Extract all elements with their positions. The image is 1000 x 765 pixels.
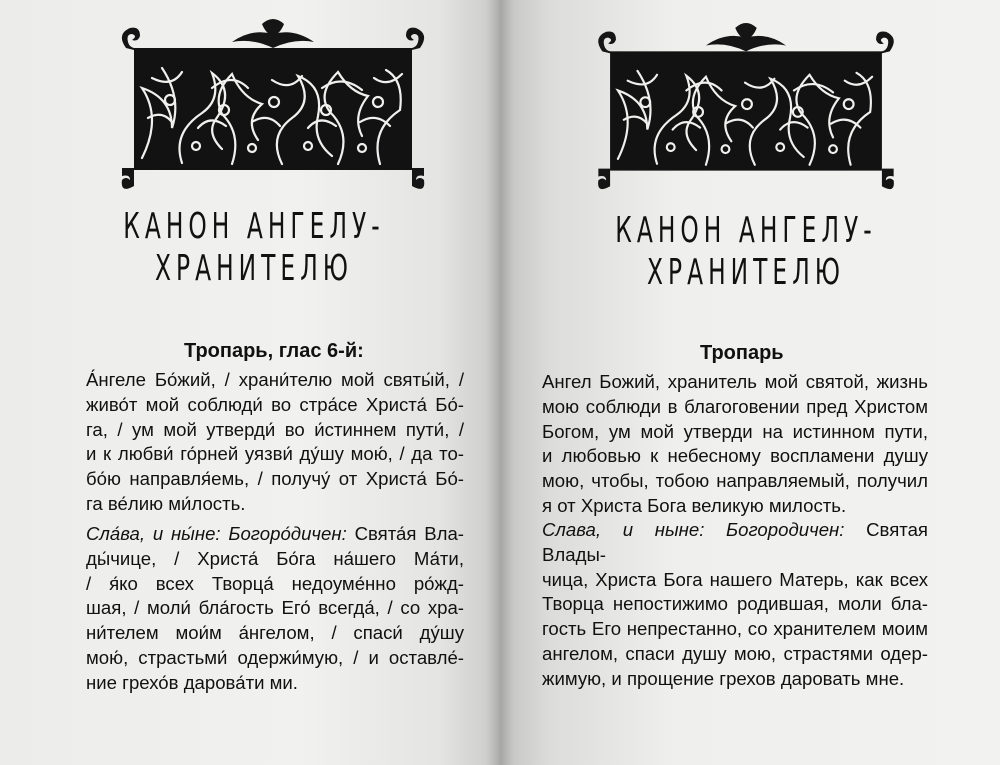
troparion-line: и любовью к небесному воспламени душу: [542, 445, 928, 467]
ornamental-headpiece-icon: [112, 18, 434, 198]
troparion-line: и к любви́ го́рней уязви́ ду́шу мою́, / да то-: [86, 443, 464, 465]
canon-title-line2: ХРАНИТЕЛЮ: [154, 248, 353, 289]
theotokion-line: ни́телем мои́м а́нгелом, / спаси́ ду́шу: [86, 622, 464, 644]
troparion-text: [86, 368, 464, 517]
theotokion-first: Святая Влады-: [542, 519, 928, 565]
theotokion-line: чица, Христа Бога нашего Матерь, как всех: [542, 568, 928, 590]
troparion-line: га, / ум мой утверди́ во и́стиннем пути́, /: [86, 418, 464, 440]
troparion-line: бо́ю направля́емь, / получу́ от Христа́ Бо́-: [86, 468, 464, 490]
ornamental-headpiece-icon: [588, 22, 904, 198]
theotokion-label: Слава, и ныне: Богородичен:: [542, 519, 845, 540]
troparion-line: мою, чтобы, тобою направляемый, получил: [542, 470, 928, 492]
troparion-text: [542, 370, 928, 519]
theotokion-line: Творца непостижимо родившая, моли бла-: [542, 593, 928, 615]
troparion-line: мою соблюди в благоговении пред Христом: [542, 395, 928, 417]
troparion-line: А́нгеле Бо́жий, / храни́телю мой святы́й, /: [86, 369, 464, 390]
canon-title-line1: КАНОН АНГЕЛУ-: [123, 206, 385, 247]
theotokion-line: / я́ко всех Творца́ недоуме́нно ро́жд-: [86, 572, 464, 594]
theotokion-text: [542, 518, 928, 692]
canon-title-line2: ХРАНИТЕЛЮ: [646, 252, 845, 293]
troparion-line: га ве́лию ми́лость.: [86, 492, 246, 514]
troparion-line: я от Христа Бога великую милость.: [542, 494, 847, 516]
troparion-heading: Тропарь, глас 6-й:: [184, 340, 364, 362]
theotokion-line: ангелом, спаси душу мою, страстями одер-: [542, 642, 928, 664]
right-page: [500, 0, 1000, 765]
troparion-line: Ангел Божий, хранитель мой святой, жизнь: [542, 371, 928, 392]
theotokion-line: мою́, страстьми́ одержи́мую, / и оставле́-: [86, 646, 464, 668]
theotokion-first-line: [86, 522, 464, 547]
theotokion-line: ды́чице, / Христа́ Бо́га на́шего Ма́ти,: [86, 547, 464, 569]
theotokion-line: жимую, и прощение грехов даровать мне.: [542, 667, 905, 689]
canon-title-line1: КАНОН АНГЕЛУ-: [615, 210, 877, 251]
theotokion-line: ние грехо́в дарова́ти ми.: [86, 671, 298, 693]
troparion-line: Богом, ум мой утверди на истинном пути,: [542, 420, 928, 442]
theotokion-line: гость Его непрестанно, со хранителем моим: [542, 618, 928, 640]
troparion-line: живо́т мой соблюди́ во стра́се Христа́ Бо́-: [86, 393, 464, 415]
theotokion-line: шая, / моли́ бла́гость Его́ всегда́, / со хра-: [86, 597, 464, 619]
theotokion-first-line: [542, 518, 928, 568]
theotokion-text: [86, 522, 464, 696]
book-gutter: [486, 0, 514, 765]
theotokion-first: Свята́я Вла-: [354, 523, 464, 544]
troparion-heading: Тропарь: [700, 342, 784, 364]
theotokion-label: Сла́ва, и ны́не: Богоро́дичен:: [86, 523, 347, 544]
